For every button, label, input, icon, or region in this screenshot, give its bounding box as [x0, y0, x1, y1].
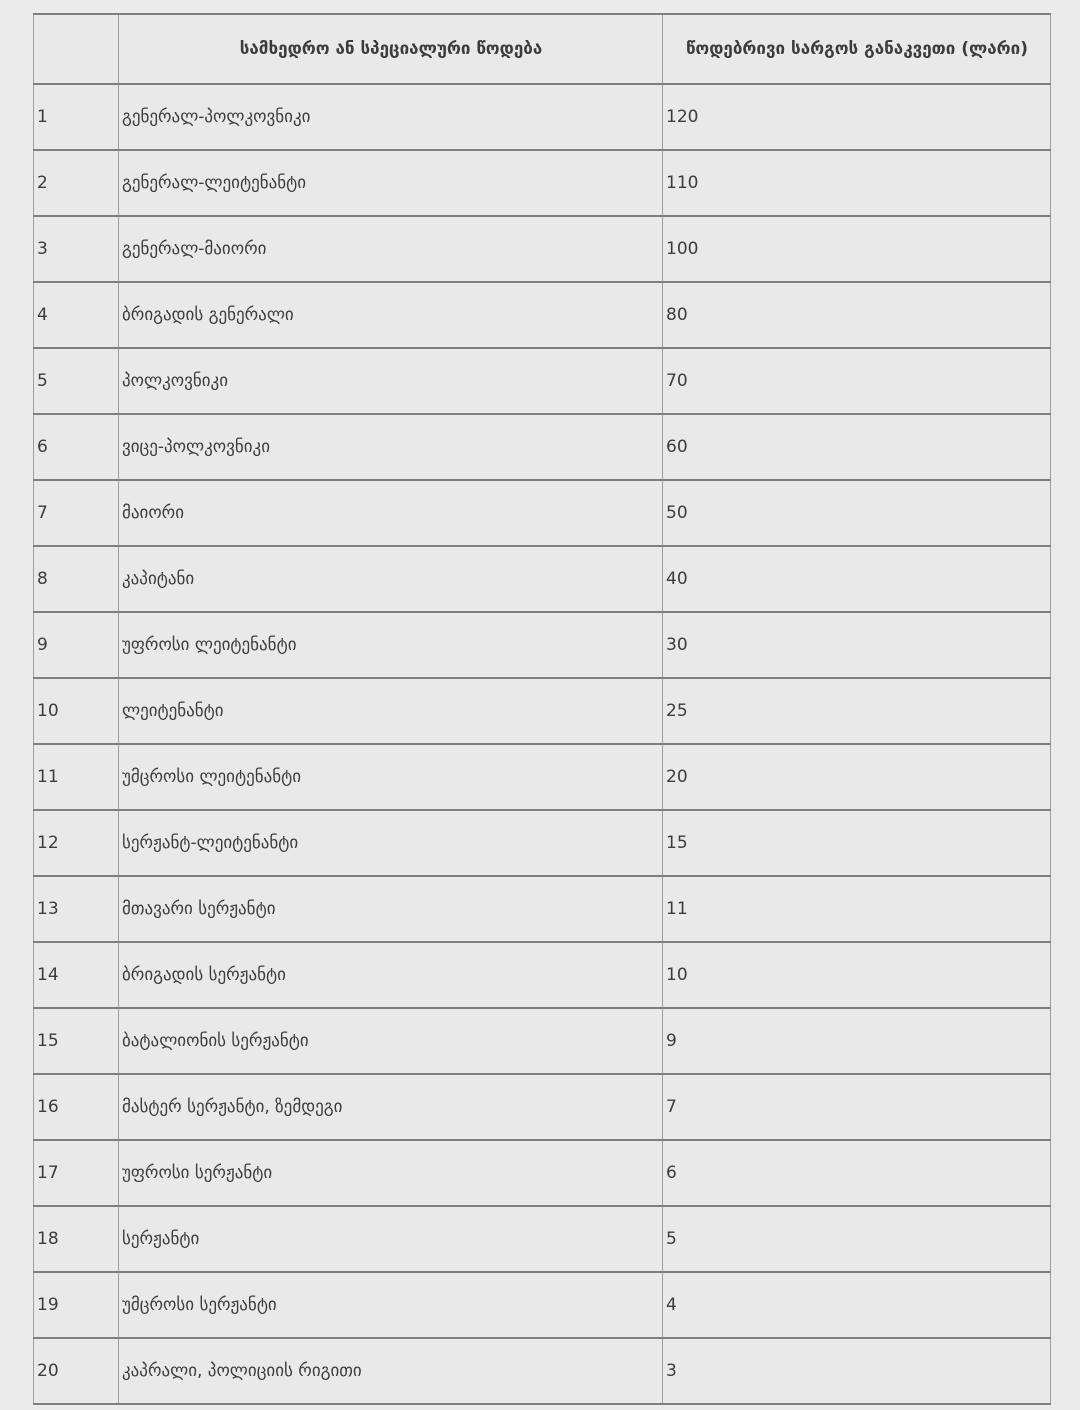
table-body	[34, 84, 1051, 1404]
table-row	[34, 150, 1051, 216]
table-row	[34, 810, 1051, 876]
row-number-cell: 9	[34, 612, 119, 678]
rank-cell: ბრიგადის გენერალი	[119, 282, 663, 348]
rate-cell: 30	[663, 612, 1051, 678]
rate-cell: 50	[663, 480, 1051, 546]
row-number-cell: 5	[34, 348, 119, 414]
row-number-cell: 6	[34, 414, 119, 480]
table-row	[34, 612, 1051, 678]
rate-cell: 100	[663, 216, 1051, 282]
table-row	[34, 282, 1051, 348]
rank-cell: მთავარი სერჟანტი	[119, 876, 663, 942]
rate-cell: 11	[663, 876, 1051, 942]
rate-cell: 9	[663, 1008, 1051, 1074]
row-number-cell: 19	[34, 1272, 119, 1338]
row-number-cell: 10	[34, 678, 119, 744]
row-number-cell: 11	[34, 744, 119, 810]
header-empty-cell	[34, 14, 119, 84]
row-number-cell: 12	[34, 810, 119, 876]
rank-cell: კაპრალი, პოლიციის რიგითი	[119, 1338, 663, 1404]
rate-cell: 60	[663, 414, 1051, 480]
rank-cell: ვიცე-პოლკოვნიკი	[119, 414, 663, 480]
rate-cell: 120	[663, 84, 1051, 150]
row-number-cell: 2	[34, 150, 119, 216]
rate-cell: 3	[663, 1338, 1051, 1404]
rank-cell: ბრიგადის სერჟანტი	[119, 942, 663, 1008]
rank-cell: ბატალიონის სერჟანტი	[119, 1008, 663, 1074]
rate-cell: 15	[663, 810, 1051, 876]
row-number-cell: 16	[34, 1074, 119, 1140]
table-row	[34, 942, 1051, 1008]
table-row	[34, 546, 1051, 612]
rank-cell: ლეიტენანტი	[119, 678, 663, 744]
rate-cell: 4	[663, 1272, 1051, 1338]
row-number-cell: 3	[34, 216, 119, 282]
rank-cell: პოლკოვნიკი	[119, 348, 663, 414]
rate-cell: 7	[663, 1074, 1051, 1140]
rank-cell: უმცროსი ლეიტენანტი	[119, 744, 663, 810]
row-number-cell: 18	[34, 1206, 119, 1272]
rank-cell: მაიორი	[119, 480, 663, 546]
rank-cell: მასტერ სერჟანტი, ზემდეგი	[119, 1074, 663, 1140]
table-row	[34, 1206, 1051, 1272]
rank-cell: სერჟანტ-ლეიტენანტი	[119, 810, 663, 876]
table-row	[34, 414, 1051, 480]
row-number-cell: 1	[34, 84, 119, 150]
ranks-table	[33, 13, 1051, 1405]
rate-cell: 40	[663, 546, 1051, 612]
table-row	[34, 1008, 1051, 1074]
table-row	[34, 678, 1051, 744]
rank-cell: უფროსი სერჟანტი	[119, 1140, 663, 1206]
row-number-cell: 17	[34, 1140, 119, 1206]
row-number-cell: 15	[34, 1008, 119, 1074]
header-rank-cell: სამხედრო ან სპეციალური წოდება	[119, 14, 663, 84]
table-row	[34, 84, 1051, 150]
table-row	[34, 1272, 1051, 1338]
rate-cell: 10	[663, 942, 1051, 1008]
table-row	[34, 480, 1051, 546]
rank-cell: სერჟანტი	[119, 1206, 663, 1272]
rank-cell: გენერალ-პოლკოვნიკი	[119, 84, 663, 150]
table-row	[34, 744, 1051, 810]
table-row	[34, 348, 1051, 414]
row-number-cell: 20	[34, 1338, 119, 1404]
row-number-cell: 14	[34, 942, 119, 1008]
table-row	[34, 216, 1051, 282]
rank-cell: კაპიტანი	[119, 546, 663, 612]
table-row	[34, 1338, 1051, 1404]
rate-cell: 20	[663, 744, 1051, 810]
table-row	[34, 1140, 1051, 1206]
rate-cell: 5	[663, 1206, 1051, 1272]
row-number-cell: 4	[34, 282, 119, 348]
row-number-cell: 13	[34, 876, 119, 942]
rank-cell: უფროსი ლეიტენანტი	[119, 612, 663, 678]
rate-cell: 25	[663, 678, 1051, 744]
table-row	[34, 1074, 1051, 1140]
rate-cell: 70	[663, 348, 1051, 414]
row-number-cell: 8	[34, 546, 119, 612]
row-number-cell: 7	[34, 480, 119, 546]
rank-cell: გენერალ-მაიორი	[119, 216, 663, 282]
rank-cell: უმცროსი სერჟანტი	[119, 1272, 663, 1338]
table-header-row	[34, 14, 1051, 84]
table-row	[34, 876, 1051, 942]
rate-cell: 6	[663, 1140, 1051, 1206]
rate-cell: 110	[663, 150, 1051, 216]
rate-cell: 80	[663, 282, 1051, 348]
rank-cell: გენერალ-ლეიტენანტი	[119, 150, 663, 216]
header-rate-cell: წოდებრივი სარგოს განაკვეთი (ლარი)	[663, 14, 1051, 84]
